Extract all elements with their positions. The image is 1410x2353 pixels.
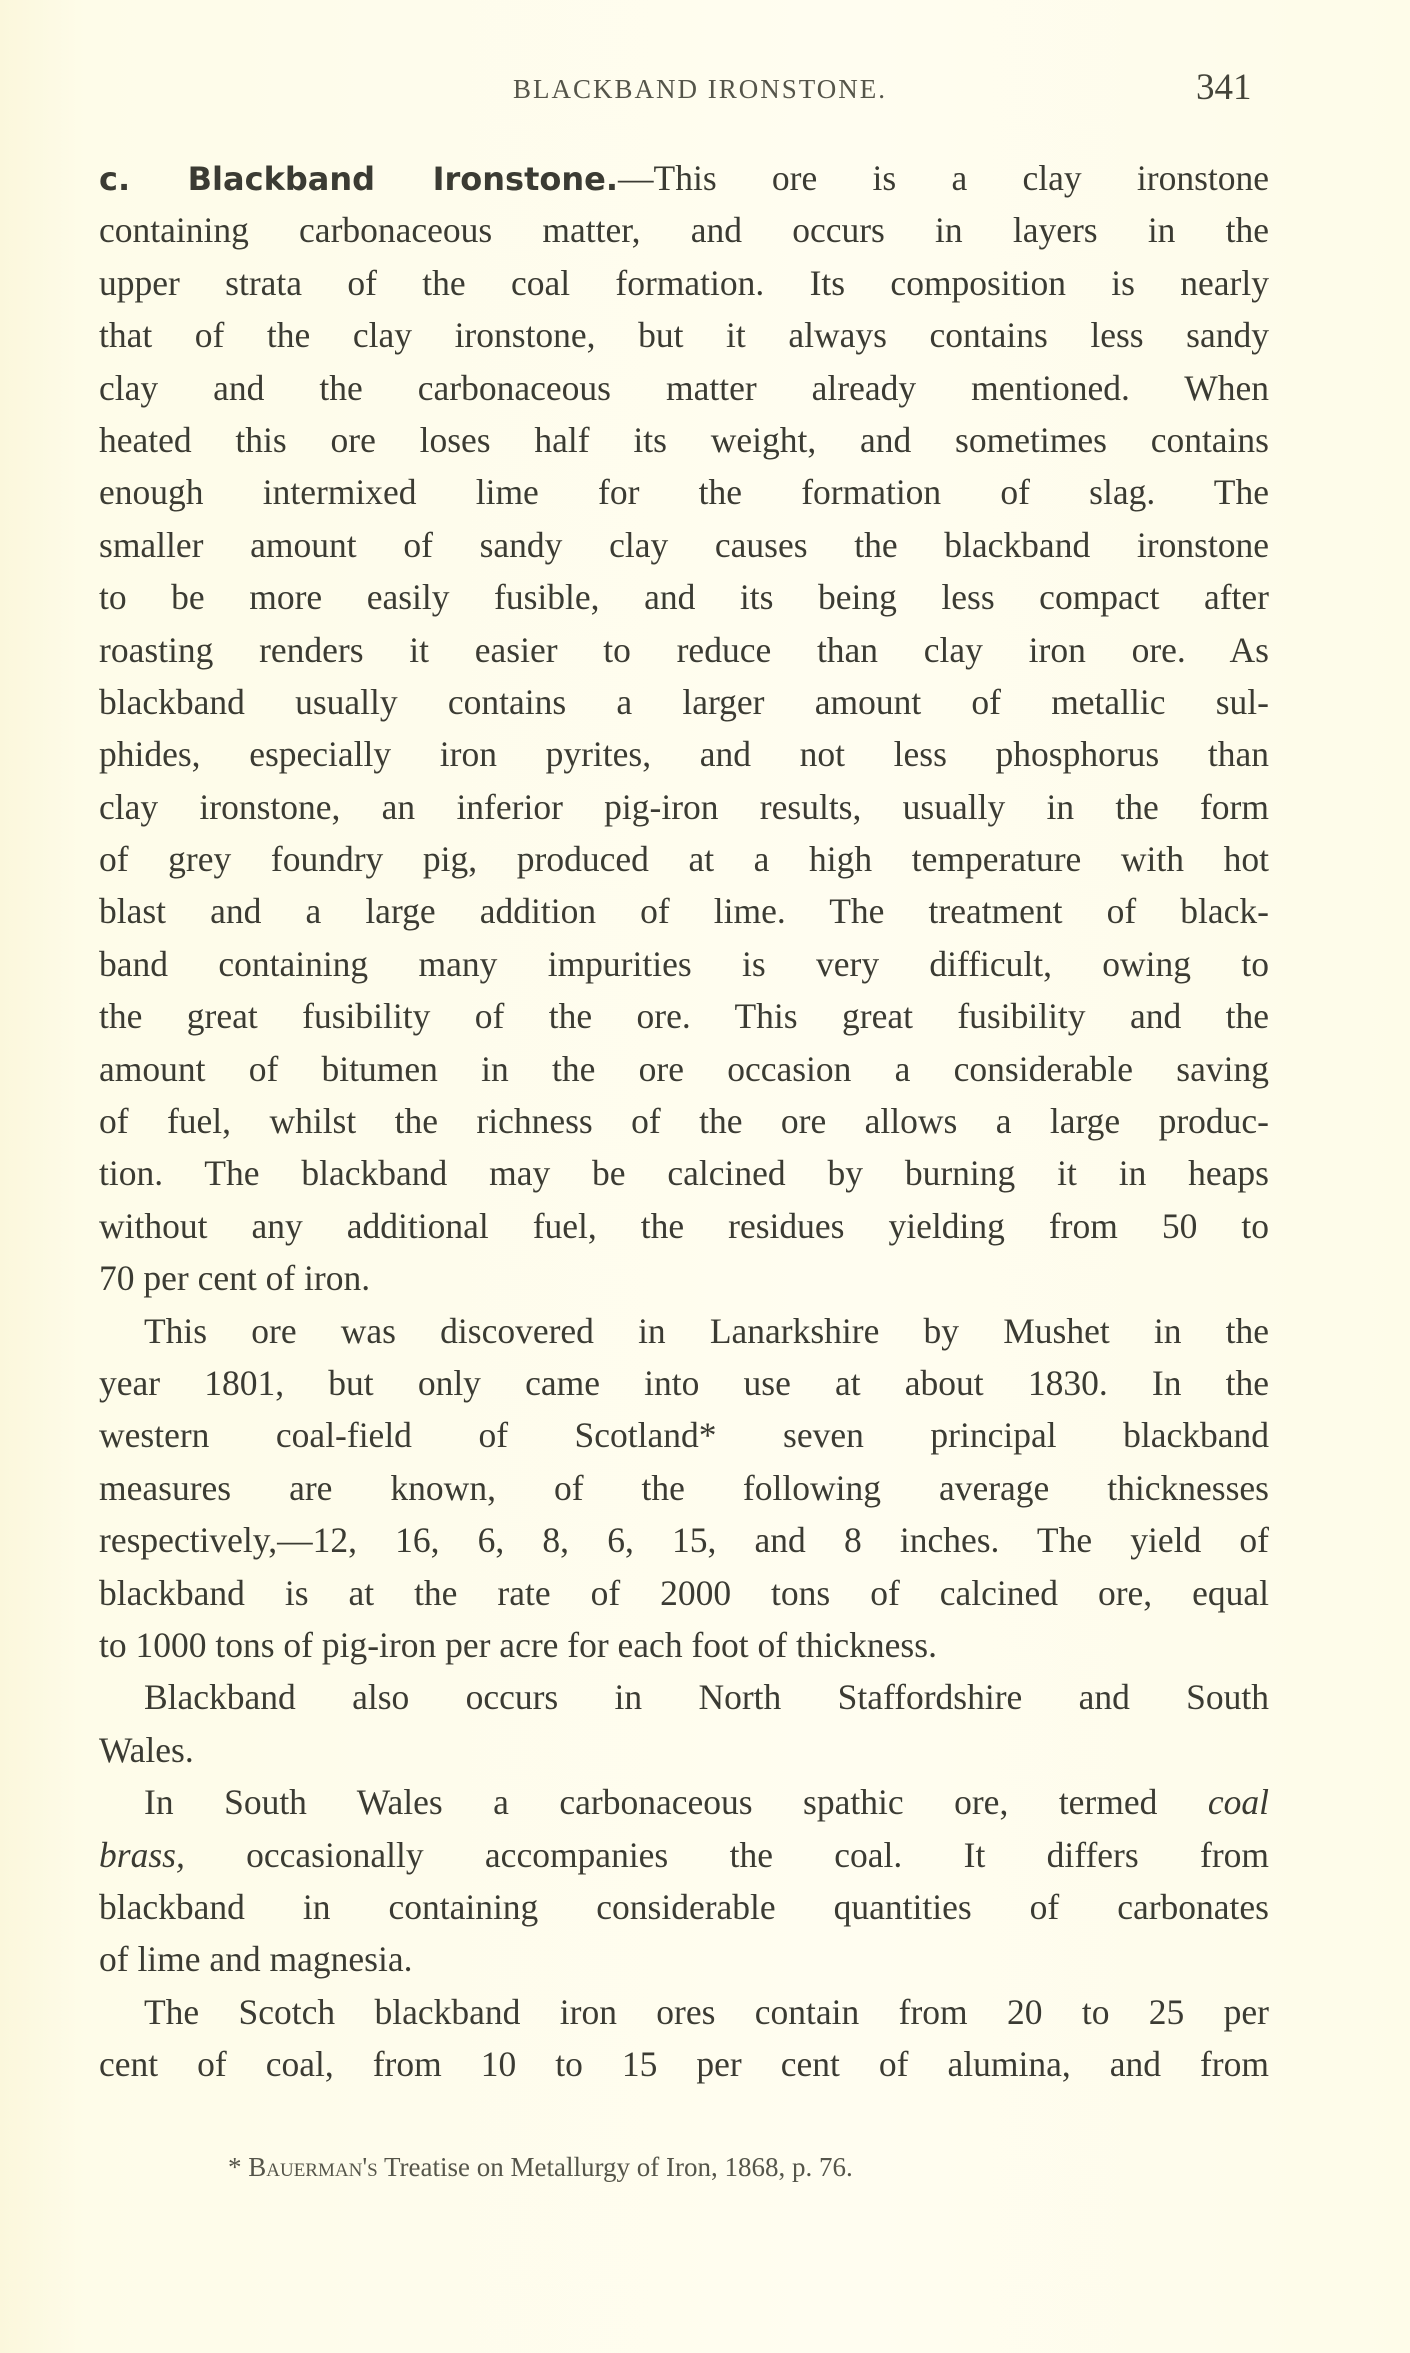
line-text: to 1000 tons of pig-iron per acre for each foot of thickness. <box>99 1624 937 1665</box>
text-line <box>99 885 1269 937</box>
text-line <box>99 624 1269 676</box>
text-line <box>99 1776 1269 1828</box>
italic-term: brass, <box>99 1834 185 1875</box>
text-line <box>99 1409 1269 1461</box>
line-text: blast and a large addition of lime. The treatment of black- <box>99 891 1269 932</box>
text-line <box>99 362 1269 414</box>
line-text: to be more easily fusible, and its being less compact after <box>99 577 1269 618</box>
text-line <box>99 1462 1269 1514</box>
line-text: phides, especially iron pyrites, and not less phosphorus than <box>99 734 1269 775</box>
line-text: roasting renders it easier to reduce than clay iron ore. As <box>99 629 1269 670</box>
text-line <box>99 1357 1269 1409</box>
text-line <box>99 833 1269 885</box>
text-line <box>99 781 1269 833</box>
text-line <box>99 728 1269 780</box>
line-text: western coal-field of Scotland* seven principal blackband <box>99 1415 1269 1456</box>
line-text: band containing many impurities is very difficult, owing to <box>99 943 1269 984</box>
line-text: without any additional fuel, the residues yielding from 50 to <box>99 1205 1269 1246</box>
text-line <box>99 309 1269 361</box>
footnote-text: Treatise on Metallurgy of Iron, 1868, p. 76. <box>377 2152 853 2182</box>
text-line <box>99 1147 1269 1199</box>
line-text: clay and the carbonaceous matter already mentioned. When <box>99 367 1269 408</box>
line-text: containing carbonaceous matter, and occurs in layers in the <box>99 210 1269 251</box>
text-line <box>99 1095 1269 1147</box>
line-text: Wales. <box>99 1729 194 1770</box>
body-text <box>99 152 1269 2090</box>
text-line <box>99 571 1269 623</box>
section-heading: c. Blackband Ironstone. <box>99 160 619 198</box>
line-text: the great fusibility of the ore. This great fusibility and the <box>99 996 1269 1037</box>
line-text: 70 per cent of iron. <box>99 1258 371 1299</box>
footnote <box>228 2152 853 2183</box>
line-text: tion. The blackband may be calcined by burning it in heaps <box>99 1153 1269 1194</box>
line-text: heated this ore loses half its weight, and sometimes contains <box>99 419 1269 460</box>
text-line <box>99 1986 1269 2038</box>
text-line <box>99 1567 1269 1619</box>
text-line <box>99 519 1269 571</box>
line-text: This ore was discovered in Lanarkshire by Mushet in the <box>144 1310 1269 1351</box>
text-line <box>99 1619 1269 1671</box>
line-text: occasionally accompanies the coal. It differs from <box>184 1834 1269 1875</box>
text-line <box>99 1829 1269 1881</box>
footnote-marker: * <box>228 2152 249 2182</box>
line-text: In South Wales a carbonaceous spathic ore, termed <box>144 1782 1208 1823</box>
page-number: 341 <box>1196 67 1252 108</box>
line-text: of lime and magnesia. <box>99 1939 413 1980</box>
text-line <box>99 1043 1269 1095</box>
italic-term: coal <box>1207 1782 1269 1823</box>
text-line <box>99 1724 1269 1776</box>
line-text: —This ore is a clay ironstone <box>618 158 1269 198</box>
line-text: blackband is at the rate of 2000 tons of calcined ore, equal <box>99 1572 1269 1613</box>
text-line <box>99 1200 1269 1252</box>
text-line <box>99 676 1269 728</box>
line-text: year 1801, but only came into use at about 1830. In the <box>99 1362 1269 1403</box>
line-text: respectively,—12, 16, 6, 8, 6, 15, and 8 inches. The yield of <box>99 1520 1269 1561</box>
text-line <box>99 1252 1269 1304</box>
line-text: amount of bitumen in the ore occasion a considerable saving <box>99 1048 1269 1089</box>
text-line <box>99 257 1269 309</box>
line-text: The Scotch blackband iron ores contain from 20 to 25 per <box>144 1991 1269 2032</box>
line-text: of grey foundry pig, produced at a high temperature with hot <box>99 839 1269 880</box>
text-line <box>99 152 1269 204</box>
text-line <box>99 1933 1269 1985</box>
line-text: blackband in containing considerable quantities of carbonates <box>99 1886 1269 1927</box>
text-line <box>99 1514 1269 1566</box>
footnote-author: Bauerman's <box>248 2152 378 2182</box>
text-line <box>99 204 1269 256</box>
text-line <box>99 466 1269 518</box>
text-line <box>99 2038 1269 2090</box>
line-text: measures are known, of the following average thicknesses <box>99 1467 1269 1508</box>
line-text: smaller amount of sandy clay causes the blackband ironstone <box>99 524 1269 565</box>
line-text: blackband usually contains a larger amount of metallic sul- <box>99 681 1269 722</box>
line-text: cent of coal, from 10 to 15 per cent of alumina, and from <box>99 2044 1269 2085</box>
running-title: BLACKBAND IRONSTONE. <box>512 74 888 104</box>
line-text: that of the clay ironstone, but it always contains less sandy <box>99 315 1269 356</box>
line-text: enough intermixed lime for the formation of slag. The <box>99 472 1269 513</box>
text-line <box>99 990 1269 1042</box>
line-text: of fuel, whilst the richness of the ore allows a large produc- <box>99 1101 1269 1142</box>
text-line <box>99 414 1269 466</box>
text-line <box>99 1881 1269 1933</box>
text-line <box>99 1305 1269 1357</box>
text-line <box>99 938 1269 990</box>
line-text: clay ironstone, an inferior pig-iron results, usually in the form <box>99 786 1269 827</box>
line-text: Blackband also occurs in North Staffordshire and South <box>144 1677 1269 1718</box>
line-text: upper strata of the coal formation. Its composition is nearly <box>99 262 1269 303</box>
text-line <box>99 1671 1269 1723</box>
